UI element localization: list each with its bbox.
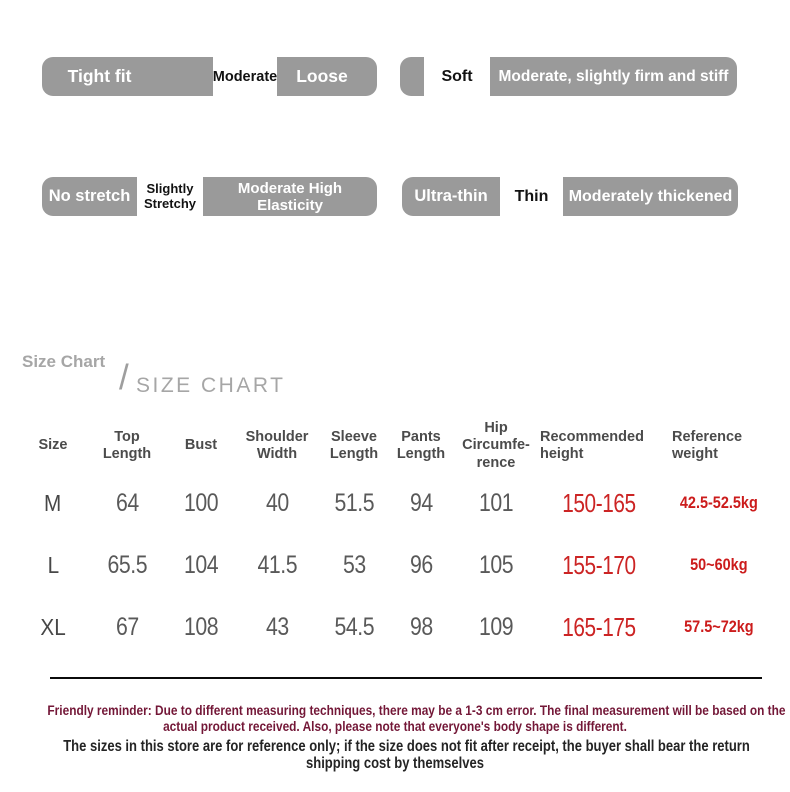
table-cell — [452, 472, 540, 534]
sleeve-value: 54.5 — [334, 612, 374, 641]
header-line: Length — [396, 446, 446, 462]
table-cell — [166, 596, 236, 658]
col-header-reference-weight — [658, 420, 780, 472]
table-row-m-size — [18, 472, 88, 534]
header-line: Recommended — [540, 428, 644, 445]
thickness-segment-ultrathin: Ultra-thin — [402, 177, 500, 216]
col-header-size — [18, 420, 88, 472]
header-line: Width — [256, 446, 298, 462]
header-line: Length — [102, 446, 152, 462]
table-cell — [88, 534, 166, 596]
table-cell — [390, 472, 452, 534]
thickness-segment-thickened: Moderately thickened — [563, 177, 738, 216]
size-value: M — [44, 489, 62, 516]
size-value: L — [47, 551, 59, 578]
table-cell — [318, 596, 390, 658]
size-chart-title-large: SIZE CHART — [136, 374, 286, 397]
table-cell — [318, 472, 390, 534]
top-length-value: 64 — [115, 488, 139, 517]
fit-segment-loose: Loose — [277, 57, 377, 96]
col-header-bust — [166, 420, 236, 472]
table-cell — [540, 596, 658, 658]
table-cell — [540, 534, 658, 596]
hip-value: 101 — [478, 488, 514, 517]
header-line: Pants — [401, 428, 441, 445]
table-cell — [318, 534, 390, 596]
hip-value: 105 — [478, 550, 514, 579]
reference-weight-value: 57.5~72kg — [684, 617, 754, 636]
fit-segment-moderate-active: Moderate — [213, 57, 277, 96]
size-chart-title-slash: / — [119, 358, 129, 397]
col-header-recommended-height — [540, 420, 658, 472]
feel-segment-left-stub — [400, 57, 424, 96]
thickness-scale-bar — [402, 177, 738, 216]
col-header-hip-circumference — [452, 420, 540, 472]
table-cell — [658, 534, 780, 596]
col-header-shoulder-width — [236, 420, 318, 472]
hip-value: 109 — [478, 612, 514, 641]
friendly-reminder-line-2: actual product received. Also, please note that everyone's body shape is different. — [163, 718, 627, 734]
sleeve-value: 51.5 — [334, 488, 374, 517]
col-header-sleeve-length — [318, 420, 390, 472]
return-policy-note — [0, 738, 790, 773]
bust-value: 108 — [183, 612, 219, 641]
reference-weight-value: 42.5-52.5kg — [680, 493, 758, 512]
stretch-segment-none: No stretch — [42, 177, 137, 216]
pants-value: 94 — [409, 488, 433, 517]
fit-scale-bar — [42, 57, 377, 96]
pants-value: 98 — [409, 612, 433, 641]
pants-value: 96 — [409, 550, 433, 579]
thickness-segment-thin-active: Thin — [500, 177, 563, 216]
header-line: Bust — [184, 437, 218, 454]
table-cell — [88, 472, 166, 534]
table-cell — [390, 596, 452, 658]
size-value: XL — [40, 613, 66, 640]
size-chart-table — [18, 420, 780, 658]
stretch-segment-slight-active: Slightly Stretchy — [137, 177, 203, 216]
col-header-pants-length — [390, 420, 452, 472]
footer-divider-line — [50, 677, 762, 679]
header-line: Circumfe- — [462, 437, 530, 454]
return-policy-line-2: shipping cost by themselves — [305, 755, 485, 773]
shoulder-value: 41.5 — [257, 550, 297, 579]
table-cell — [658, 472, 780, 534]
sleeve-value: 53 — [342, 550, 366, 579]
bust-value: 100 — [183, 488, 219, 517]
table-cell — [236, 472, 318, 534]
table-row-l-size — [18, 534, 88, 596]
stretch-scale-bar — [42, 177, 377, 216]
table-cell — [88, 596, 166, 658]
header-line: Shoulder — [245, 428, 309, 445]
recommended-height-value: 150-165 — [562, 487, 636, 518]
header-line: rence — [476, 454, 516, 471]
table-cell — [452, 596, 540, 658]
top-length-value: 65.5 — [107, 550, 147, 579]
friendly-reminder-line-1: Friendly reminder: Due to different measuring techniques, there may be a 1-3 cm error. The final measurement will be based on the — [47, 703, 786, 718]
recommended-height-value: 165-175 — [562, 611, 636, 642]
header-line: weight — [672, 446, 718, 462]
table-cell — [166, 534, 236, 596]
header-line: Hip — [484, 420, 508, 437]
feel-segment-firm: Moderate, slightly firm and stiff — [490, 57, 737, 96]
bust-value: 104 — [183, 550, 219, 579]
footer-notes — [0, 703, 790, 773]
table-cell — [390, 534, 452, 596]
feel-segment-soft-active: Soft — [424, 57, 490, 96]
table-cell — [236, 596, 318, 658]
reference-weight-value: 50~60kg — [690, 555, 748, 574]
recommended-height-value: 155-170 — [562, 549, 636, 580]
header-line: Size — [38, 437, 68, 454]
table-cell — [452, 534, 540, 596]
col-header-top-length — [88, 420, 166, 472]
table-cell — [166, 472, 236, 534]
table-cell — [236, 534, 318, 596]
header-line: height — [540, 446, 584, 462]
header-line: Length — [329, 446, 379, 462]
shoulder-value: 40 — [265, 488, 289, 517]
header-line: Sleeve — [331, 428, 377, 445]
header-line: Reference — [672, 428, 743, 445]
table-cell — [658, 596, 780, 658]
fit-segment-tight: Tight fit — [42, 57, 213, 96]
stretch-segment-high: Moderate High Elasticity — [203, 177, 377, 216]
table-cell — [540, 472, 658, 534]
return-policy-line-1: The sizes in this store are for reference only; if the size does not fit after receipt, the buyer shall bear the return — [63, 737, 750, 755]
header-line: Top — [114, 428, 140, 445]
size-chart-title-small: Size Chart — [22, 352, 106, 371]
shoulder-value: 43 — [265, 612, 289, 641]
top-length-value: 67 — [115, 612, 139, 641]
table-row-xl-size — [18, 596, 88, 658]
feel-scale-bar — [400, 57, 737, 96]
